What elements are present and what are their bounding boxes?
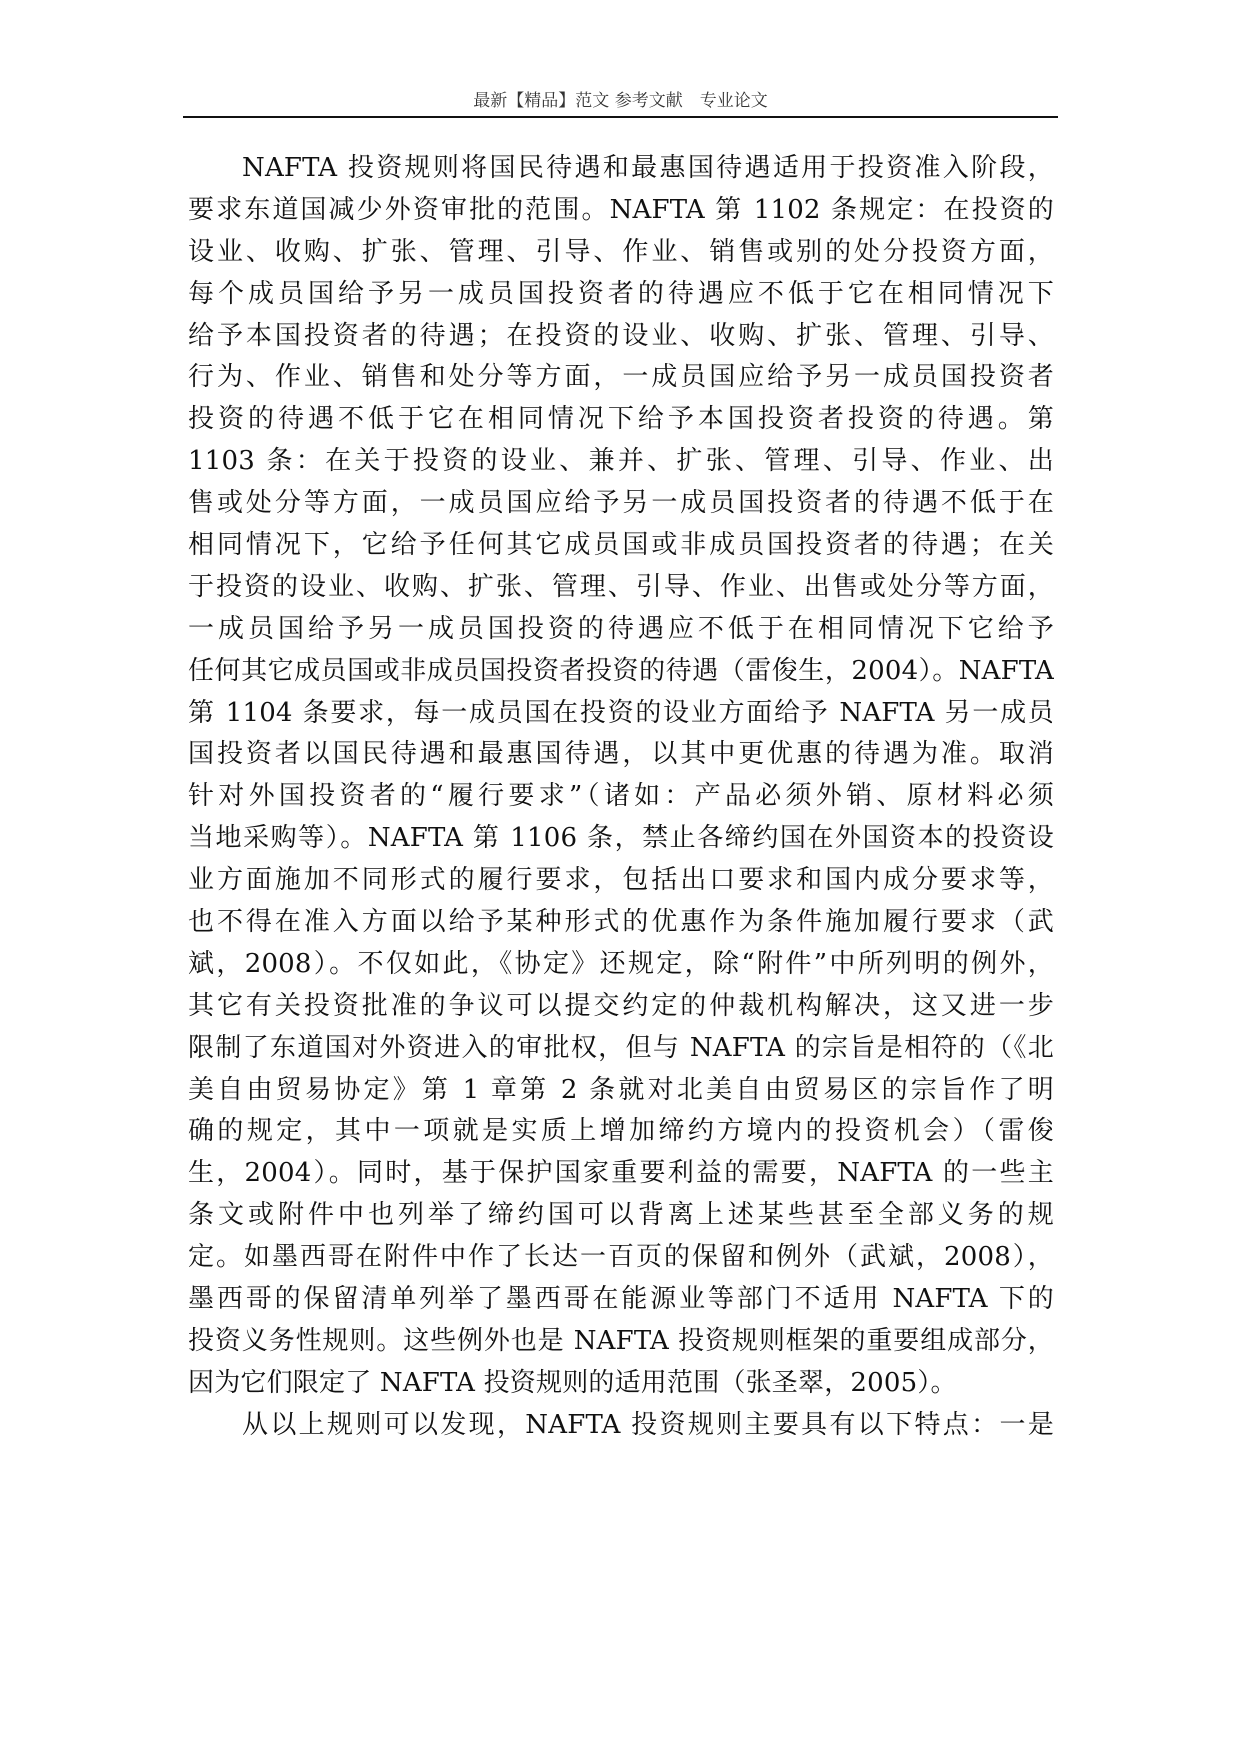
paragraph-line: 行为、作业、销售和处分等方面，一成员国应给予另一成员国投资者 — [188, 362, 1054, 393]
paragraph-line: 也不得在准入方面以给予某种形式的优惠作为条件施加履行要求（武 — [188, 907, 1054, 938]
page-header: 最新【精品】范文 参考文献 专业论文 — [473, 91, 768, 111]
paragraph-line: 第 1104 条要求，每一成员国在投资的设业方面给予 NAFTA 另一成员 — [188, 697, 1054, 728]
paragraph-line: 要求东道国减少外资审批的范围。NAFTA 第 1102 条规定：在投资的 — [188, 194, 1054, 225]
paragraph-line: 相同情况下，它给予任何其它成员国或非成员国投资者的待遇；在关 — [188, 530, 1054, 561]
paragraph-line: 投资义务性规则。这些例外也是 NAFTA 投资规则框架的重要组成部分， — [188, 1325, 1054, 1356]
header-divider — [183, 116, 1058, 118]
paragraph-line: 投资的待遇不低于它在相同情况下给予本国投资者投资的待遇。第 — [188, 404, 1054, 435]
paragraph-line: 一成员国给予另一成员国投资的待遇应不低于在相同情况下它给予 — [188, 613, 1054, 644]
paragraph-line: 从以上规则可以发现，NAFTA 投资规则主要具有以下特点：一是 — [242, 1409, 1054, 1440]
paragraph-line: 美自由贸易协定》第 1 章第 2 条就对北美自由贸易区的宗旨作了明 — [188, 1074, 1054, 1105]
paragraph-line: 业方面施加不同形式的履行要求，包括出口要求和国内成分要求等， — [188, 865, 1054, 896]
paragraph-line: 任何其它成员国或非成员国投资者投资的待遇（雷俊生，2004）。NAFTA — [188, 655, 1054, 686]
paragraph-line: 其它有关投资批准的争议可以提交约定的仲裁机构解决，这又进一步 — [188, 990, 1054, 1021]
paragraph-line: 生，2004）。同时，基于保护国家重要利益的需要，NAFTA 的一些主 — [188, 1158, 1054, 1189]
paragraph-line: 斌，2008）。不仅如此，《协定》还规定，除“附件”中所列明的例外， — [188, 948, 1054, 979]
paragraph-line: 给予本国投资者的待遇；在投资的设业、收购、扩张、管理、引导、 — [188, 320, 1054, 351]
paragraph-line: 因为它们限定了 NAFTA 投资规则的适用范围（张圣翠，2005）。 — [188, 1367, 957, 1398]
paragraph-line: 针对外国投资者的“履行要求”（诸如：产品必须外销、原材料必须 — [188, 781, 1054, 812]
paragraph-line: 条文或附件中也列举了缔约国可以背离上述某些甚至全部义务的规 — [188, 1200, 1054, 1231]
paragraph-line: 国投资者以国民待遇和最惠国待遇，以其中更优惠的待遇为准。取消 — [188, 739, 1054, 770]
paragraph-line: 定。如墨西哥在附件中作了长达一百页的保留和例外（武斌，2008）， — [188, 1242, 1054, 1273]
paragraph-line: 限制了东道国对外资进入的审批权，但与 NAFTA 的宗旨是相符的（《北 — [188, 1032, 1054, 1063]
paragraph-line: 于投资的设业、收购、扩张、管理、引导、作业、出售或处分等方面， — [188, 571, 1054, 602]
paragraph-line: 1103 条：在关于投资的设业、兼并、扩张、管理、引导、作业、出 — [188, 446, 1054, 477]
paragraph-line: NAFTA 投资规则将国民待遇和最惠国待遇适用于投资准入阶段， — [242, 153, 1054, 183]
paragraph-line: 墨西哥的保留清单列举了墨西哥在能源业等部门不适用 NAFTA 下的 — [188, 1284, 1054, 1315]
paragraph-line: 每个成员国给予另一成员国投资者的待遇应不低于它在相同情况下 — [188, 278, 1054, 309]
paragraph-line: 售或处分等方面，一成员国应给予另一成员国投资者的待遇不低于在 — [188, 488, 1054, 519]
paragraph-line: 当地采购等）。NAFTA 第 1106 条，禁止各缔约国在外国资本的投资设 — [188, 823, 1054, 854]
paragraph-line: 确的规定，其中一项就是实质上增加缔约方境内的投资机会）（雷俊 — [188, 1116, 1054, 1147]
document-body — [188, 148, 1054, 1447]
paragraph-line: 设业、收购、扩张、管理、引导、作业、销售或别的处分投资方面， — [188, 236, 1054, 267]
